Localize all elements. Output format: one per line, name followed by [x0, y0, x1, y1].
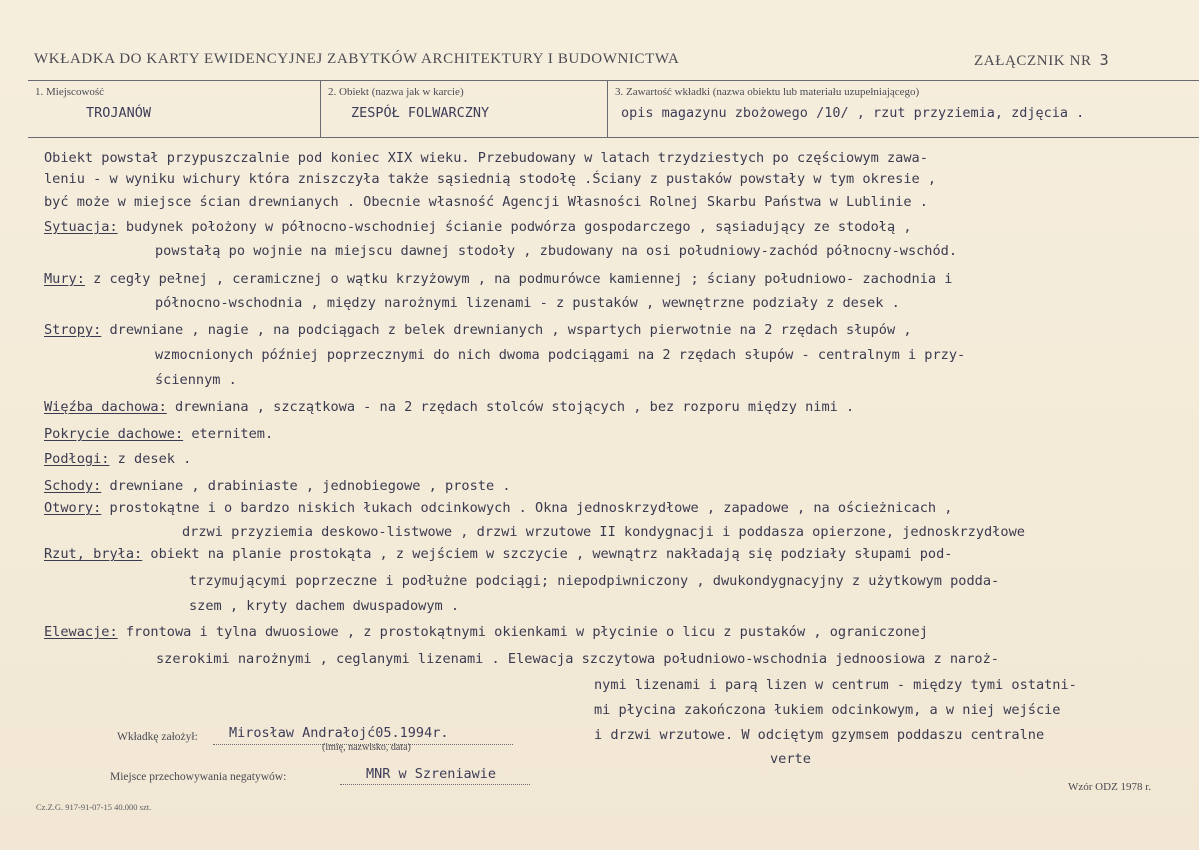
rzut-line-1	[44, 546, 952, 562]
zawartosc-value: opis magazynu zbożowego /10/ , rzut przyziemia, zdjęcia .	[621, 105, 1085, 121]
zalozyl-value: Mirosław Andrałojć05.1994r.	[229, 725, 449, 741]
podlogi-line	[44, 451, 191, 467]
obiekt-value: ZESPÓŁ FOLWARCZNY	[351, 105, 490, 121]
pokrycie-heading: Pokrycie dachowe:	[44, 426, 184, 442]
intro-line-2: leniu - w wyniku wichury która zniszczyła także sąsiednią stodołę .Ściany z pustaków powstały w tym okresie ,	[44, 171, 937, 187]
podlogi-heading: Podłogi:	[44, 451, 110, 467]
miejscowosc-label: 1. Miejscowość	[35, 86, 105, 98]
otwory-text-1: prostokątne i o bardzo niskich łukach odcinkowych . Okna jednoskrzydłowe , zapadowe , na ościeżnicach ,	[101, 500, 953, 516]
negatywy-label: Miejsce przechowywania negatywów:	[110, 771, 287, 783]
verte-note: verte	[770, 751, 811, 767]
elewacje-line-2: szerokimi narożnymi , ceglanymi lizenami . Elewacja szczytowa południowo-wschodnia jednoosiowa z naroż-	[156, 651, 999, 667]
schody-line	[44, 478, 511, 494]
wzor-note: Wzór ODZ 1978 r.	[1068, 781, 1152, 793]
elewacje-text-1: frontowa i tylna dwuosiowe , z prostokątnymi okienkami w płycinie o licu z pustaków , ograniczonej	[117, 624, 928, 640]
sytuacja-heading: Sytuacja:	[44, 219, 118, 235]
stropy-line-2: wzmocnionych później poprzecznymi do nich dwoma podciągami na 2 rzędach słupów - centralnym i przy-	[155, 347, 966, 363]
attachment-number-value: 3	[1099, 51, 1110, 69]
mury-text-1: z cegły pełnej , ceramicznej o wątku krzyżowym , na podmurówce kamiennej ; ściany południowo- zachodnia i	[84, 271, 953, 287]
stropy-line-1	[44, 322, 912, 338]
pokrycie-line	[44, 426, 273, 442]
negatywy-value: MNR w Szreniawie	[366, 766, 497, 782]
elewacje-line-4: mi płycina zakończona łukiem odcinkowym, a w niej wejście	[594, 702, 1061, 718]
stropy-line-3: ściennym .	[155, 372, 237, 388]
zalozyl-label: Wkładkę założył:	[117, 731, 198, 743]
field-obiekt	[320, 81, 608, 137]
field-box	[28, 80, 1199, 138]
otwory-line-1	[44, 500, 952, 516]
sytuacja-line-2: powstałą po wojnie na miejscu dawnej stodoły , zbudowany na osi południowy-zachód północny-wschód.	[155, 243, 958, 259]
pokrycie-text: eternitem.	[183, 426, 274, 442]
zawartosc-label: 3. Zawartość wkładki (nazwa obiektu lub materiału uzupełniającego)	[615, 86, 920, 98]
otwory-heading: Otwory:	[44, 500, 102, 516]
wiezba-heading: Więźba dachowa:	[44, 399, 167, 415]
elewacje-line-5: i drzwi wrzutowe. W odciętym gzymsem poddaszu centralne	[594, 727, 1045, 743]
schody-text: drewniane , drabiniaste , jednobiegowe , proste .	[101, 478, 511, 494]
otwory-line-2: drzwi przyziemia deskowo-listwowe , drzwi wrzutowe II kondygnacji i poddasza opierzone, jednoskrzydłowe	[182, 524, 1025, 540]
wiezba-text: drewniana , szczątkowa - na 2 rzędach stolców stojących , bez rozporu między nimi .	[166, 399, 855, 415]
stropy-heading: Stropy:	[44, 322, 102, 338]
attachment-number	[974, 51, 1109, 70]
elewacje-line-1	[44, 624, 928, 640]
wiezba-line	[44, 399, 854, 415]
podlogi-text: z desek .	[109, 451, 192, 467]
obiekt-label: 2. Obiekt (nazwa jak w karcie)	[328, 86, 464, 98]
form-title: WKŁADKA DO KARTY EWIDENCYJNEJ ZABYTKÓW ARCHITEKTURY I BUDOWNICTWA	[34, 51, 680, 67]
mury-line-1	[44, 271, 952, 287]
form-header	[34, 48, 1129, 72]
schody-heading: Schody:	[44, 478, 102, 494]
zalozyl-hint: (imię, nazwisko, data)	[322, 742, 411, 753]
rzut-line-2: trzymującymi poprzeczne i podłużne podciągi; niepodpiwniczony , dwukondygnacyjny z użytkowym podda-	[189, 573, 1000, 589]
elewacje-line-3: nymi lizenami i parą lizen w centrum - między tymi ostatni-	[594, 677, 1077, 693]
miejscowosc-value: TROJANÓW	[86, 105, 152, 121]
sytuacja-text-1: budynek położony w północno-wschodniej ścianie podwórza gospodarczego , sąsiadujący ze stodołą ,	[117, 219, 912, 235]
attachment-label: ZAŁĄCZNIK NR	[974, 53, 1092, 69]
field-miejscowosc	[28, 81, 320, 137]
rzut-line-3: szem , kryty dachem dwuspadowym .	[189, 598, 460, 614]
rzut-heading: Rzut, bryła:	[44, 546, 143, 562]
rzut-text-1: obiekt na planie prostokąta , z wejściem w szczycie , wewnątrz nakładają się podziały słupami pod-	[142, 546, 953, 562]
negatywy-dotted-line	[340, 783, 530, 785]
elewacje-heading: Elewacje:	[44, 624, 118, 640]
sytuacja-line-1	[44, 219, 912, 235]
intro-line-1: Obiekt powstał przypuszczalnie pod koniec XIX wieku. Przebudowany w latach trzydziestych po częściowym zawa-	[44, 150, 928, 166]
print-code: Cz.Z.G. 917-91-07-15 40.000 szt.	[36, 802, 152, 812]
mury-heading: Mury:	[44, 271, 85, 287]
intro-line-3: być może w miejsce ścian drewnianych . Obecnie własność Agencji Własności Rolnej Skarbu Państwa w Lublinie .	[44, 194, 928, 210]
stropy-text-1: drewniane , nagie , na podciągach z belek drewnianych , wspartych pierwotnie na 2 rzędach słupów ,	[101, 322, 912, 338]
mury-line-2: północno-wschodnia , między narożnymi lizenami - z pustaków , wewnętrzne podziały z desek .	[155, 295, 900, 311]
field-zawartosc	[607, 81, 1199, 137]
